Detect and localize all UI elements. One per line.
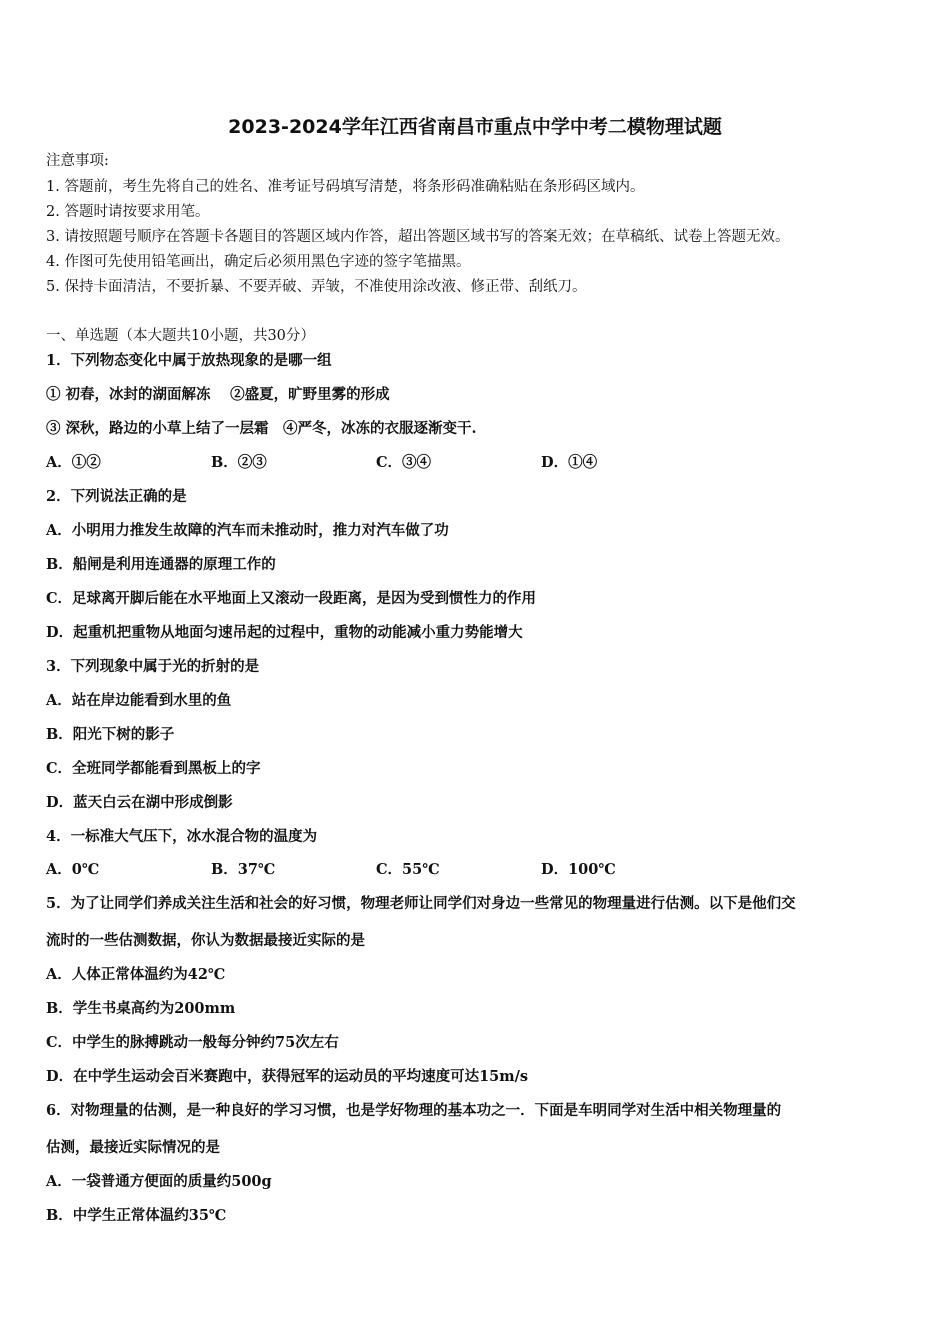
question-2-option-a: A．小明用力推发生故障的汽车而未推动时，推力对汽车做了功 bbox=[46, 522, 449, 539]
question-5-stem: 5．为了让同学们养成关注生活和社会的好习惯，物理老师让同学们对身边一些常见的物理量进行估测。以下是他们交 bbox=[46, 895, 796, 912]
question-4-option-d: D．100℃ bbox=[541, 861, 616, 878]
question-5-option-a: A．人体正常体温约为42℃ bbox=[46, 966, 226, 983]
question-3-option-c: C．全班同学都能看到黑板上的字 bbox=[46, 760, 261, 777]
question-2-option-c: C．足球离开脚后能在水平地面上又滚动一段距离，是因为受到惯性力的作用 bbox=[46, 590, 537, 607]
notice-item-2: 2. 答题时请按要求用笔。 bbox=[46, 204, 210, 220]
question-6-stem-cont: 估测，最接近实际情况的是 bbox=[46, 1139, 220, 1156]
notice-heading: 注意事项: bbox=[46, 153, 109, 169]
notice-item-5: 5. 保持卡面清洁，不要折暴、不要弄破、弄皱，不准使用涂改液、修正带、刮纸刀。 bbox=[46, 279, 587, 295]
question-5-option-d: D．在中学生运动会百米赛跑中，获得冠军的运动员的平均速度可达15m/s bbox=[46, 1068, 529, 1085]
question-3-option-d: D．蓝天白云在湖中形成倒影 bbox=[46, 794, 233, 811]
question-4-option-b: B．37℃ bbox=[211, 861, 276, 878]
question-2-option-b: B．船闸是利用连通器的原理工作的 bbox=[46, 556, 276, 573]
question-2-stem: 2．下列说法正确的是 bbox=[46, 488, 187, 505]
notice-item-4: 4. 作图可先使用铅笔画出，确定后必须用黑色字迹的签字笔描黑。 bbox=[46, 254, 471, 270]
question-1-option-c: C．③④ bbox=[376, 454, 432, 471]
question-5-option-b: B．学生书桌高约为200mm bbox=[46, 1000, 236, 1017]
question-3-option-a: A．站在岸边能看到水里的鱼 bbox=[46, 692, 232, 709]
question-1-item-a: ① 初春，冰封的湖面解冻 ②盛夏，旷野里雾的形成 bbox=[46, 386, 390, 403]
question-6-option-a: A．一袋普通方便面的质量约500g bbox=[46, 1173, 272, 1190]
question-5-stem-cont: 流时的一些估测数据，你认为数据最接近实际的是 bbox=[46, 932, 365, 949]
notice-item-3: 3. 请按照题号顺序在答题卡各题目的答题区域内作答，超出答题区域书写的答案无效；在草稿纸、试卷上答题无效。 bbox=[46, 229, 790, 245]
question-1-stem: 1．下列物态变化中属于放热现象的是哪一组 bbox=[46, 352, 332, 369]
question-6-option-b: B．中学生正常体温约35℃ bbox=[46, 1207, 227, 1224]
question-1-option-a: A．①② bbox=[46, 454, 101, 471]
question-2-option-d: D．起重机把重物从地面匀速吊起的过程中，重物的动能减小重力势能增大 bbox=[46, 624, 523, 641]
notice-item-1: 1. 答题前，考生先将自己的姓名、准考证号码填写清楚，将条形码准确粘贴在条形码区域内。 bbox=[46, 179, 645, 195]
question-3-stem: 3．下列现象中属于光的折射的是 bbox=[46, 658, 260, 675]
section-heading: 一、单选题（本大题共10小题，共30分） bbox=[46, 328, 315, 344]
question-4-option-c: C．55℃ bbox=[376, 861, 440, 878]
question-5-option-c: C．中学生的脉搏跳动一般每分钟约75次左右 bbox=[46, 1034, 339, 1051]
question-3-option-b: B．阳光下树的影子 bbox=[46, 726, 175, 743]
question-1-option-d: D．①④ bbox=[541, 454, 598, 471]
question-4-stem: 4．一标准大气压下，冰水混合物的温度为 bbox=[46, 828, 318, 845]
page-title: 2023-2024学年江西省南昌市重点中学中考二模物理试题 bbox=[228, 116, 722, 138]
question-1-item-b: ③ 深秋，路边的小草上结了一层霜 ④严冬，冰冻的衣服逐渐变干. bbox=[46, 420, 477, 437]
question-1-option-b: B．②③ bbox=[211, 454, 267, 471]
question-6-stem: 6．对物理量的估测，是一种良好的学习习惯，也是学好物理的基本功之一．下面是车明同学对生活中相关物理量的 bbox=[46, 1102, 782, 1119]
question-4-option-a: A．0℃ bbox=[46, 861, 100, 878]
